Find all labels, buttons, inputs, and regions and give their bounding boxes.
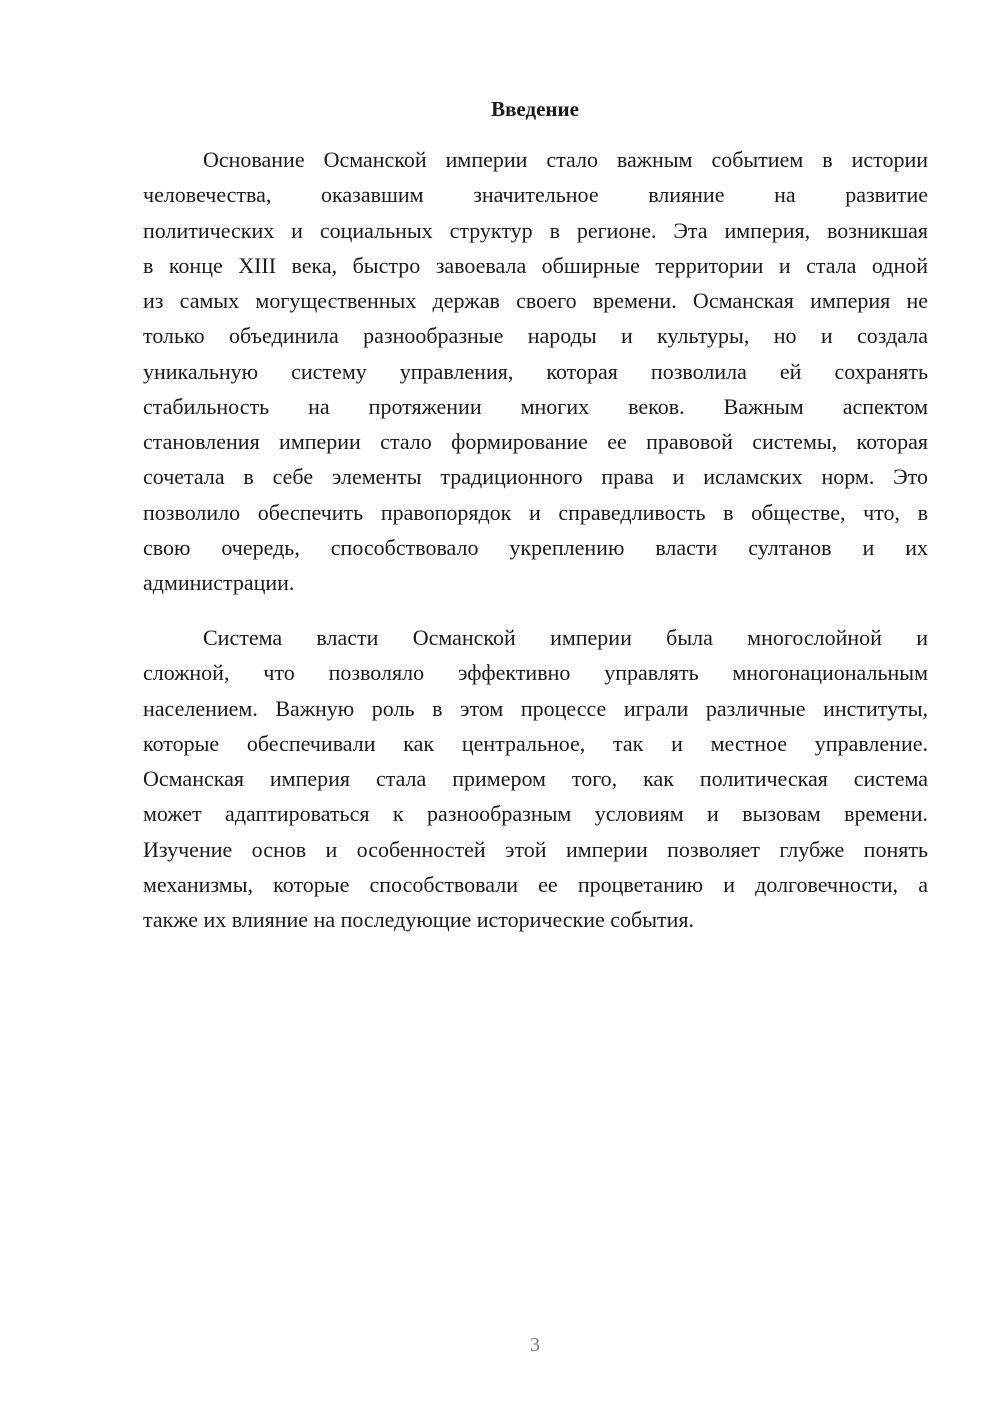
text-line: позволило обеспечить правопорядок и справедливость в обществе, что, в <box>143 499 928 525</box>
text-line: человечества, оказавшим значительное влияние на развитие <box>143 182 928 208</box>
text-line: механизмы, которые способствовали ее процветанию и долговечности, а <box>143 871 928 897</box>
paragraph-2 <box>143 620 928 937</box>
text-line: может адаптироваться к разнообразным условиям и вызовам времени. <box>143 801 928 827</box>
text-line: администрации. <box>143 570 295 595</box>
text-line: становления империи стало формирование ее правовой системы, которая <box>143 429 928 454</box>
text-line: Османская империя стала примером того, как политическая система <box>143 766 928 791</box>
text-line: стабильность на протяжении многих веков. Важным аспектом <box>143 393 928 419</box>
text-line: Система власти Османской империи была многослойной и <box>203 625 928 650</box>
text-line: которые обеспечивали как центральное, так и местное управление. <box>143 730 928 756</box>
section-title: Введение <box>491 97 579 121</box>
text-line: Основание Османской империи стало важным событием в истории <box>203 147 928 172</box>
text-line: уникальную систему управления, которая позволила ей сохранять <box>143 358 928 384</box>
text-line: сочетала в себе элементы традиционного права и исламских норм. Это <box>143 464 928 490</box>
page-number: 3 <box>530 1334 540 1356</box>
text-line: населением. Важную роль в этом процессе играли различные институты, <box>143 695 928 721</box>
text-line: политических и социальных структур в регионе. Эта империя, возникшая <box>143 217 928 243</box>
text-line: только объединила разнообразные народы и культуры, но и создала <box>143 323 928 349</box>
text-line: сложной, что позволяло эффективно управлять многонациональным <box>143 660 928 686</box>
text-line: из самых могущественных держав своего времени. Османская империя не <box>143 288 928 313</box>
text-line: также их влияние на последующие исторические события. <box>143 907 694 932</box>
paragraph-1 <box>143 142 928 600</box>
text-line: свою очередь, способствовало укреплению власти султанов и их <box>143 534 928 560</box>
text-line: в конце XIII века, быстро завоевала обширные территории и стала одной <box>143 252 928 278</box>
text-line: Изучение основ и особенностей этой империи позволяет глубже понять <box>143 836 928 862</box>
